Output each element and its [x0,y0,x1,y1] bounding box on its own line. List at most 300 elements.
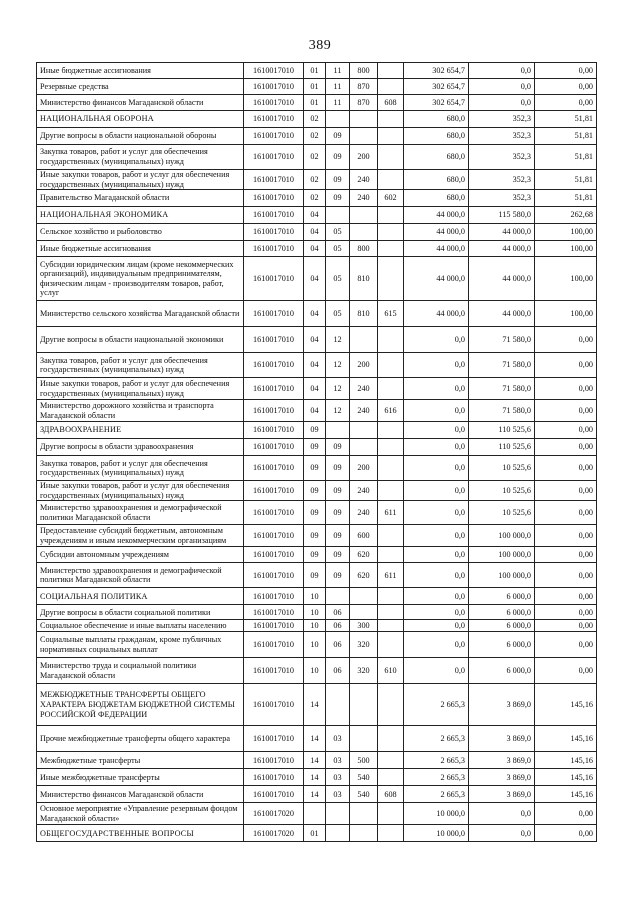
rz-cell: 02 [304,111,326,128]
grbs-cell [378,111,404,128]
vr-cell: 200 [350,353,378,378]
percent-cell: 145,16 [535,726,597,752]
table-row [37,128,597,145]
grbs-cell [378,128,404,145]
csr-cell: 1610017010 [244,353,304,378]
rz-cell: 09 [304,501,326,525]
planned-amount-cell: 2 665,3 [404,769,469,786]
row-name-cell: Другие вопросы в области национальной обороны [37,128,244,145]
actual-amount-cell: 115 580,0 [469,207,535,224]
table-row [37,224,597,241]
rz-cell: 04 [304,353,326,378]
actual-amount-cell: 6 000,0 [469,588,535,605]
table-row [37,353,597,378]
percent-cell: 0,00 [535,547,597,563]
row-name-cell: НАЦИОНАЛЬНАЯ ЭКОНОМИКА [37,207,244,224]
planned-amount-cell: 0,0 [404,588,469,605]
csr-cell: 1610017010 [244,605,304,620]
rz-cell: 09 [304,525,326,547]
actual-amount-cell: 44 000,0 [469,224,535,241]
rz-cell: 02 [304,145,326,170]
table-row [37,63,597,79]
csr-cell: 1610017010 [244,726,304,752]
row-name-cell: Правительство Магаданской области [37,190,244,207]
planned-amount-cell: 0,0 [404,620,469,632]
prz-cell: 09 [326,525,350,547]
csr-cell: 1610017010 [244,241,304,257]
row-name-cell: Субсидии автономным учреждениям [37,547,244,563]
grbs-cell [378,525,404,547]
prz-cell: 09 [326,456,350,481]
table-row [37,241,597,257]
actual-amount-cell: 6 000,0 [469,620,535,632]
prz-cell [326,111,350,128]
vr-cell [350,207,378,224]
percent-cell: 0,00 [535,95,597,111]
percent-cell: 145,16 [535,786,597,803]
rz-cell: 14 [304,786,326,803]
rz-cell: 10 [304,620,326,632]
planned-amount-cell: 44 000,0 [404,241,469,257]
csr-cell: 1610017010 [244,128,304,145]
percent-cell: 0,00 [535,378,597,400]
prz-cell [326,803,350,825]
csr-cell: 1610017010 [244,456,304,481]
row-name-cell: Иные закупки товаров, работ и услуг для обеспечения государственных (муниципальных) нужд [37,378,244,400]
actual-amount-cell: 100 000,0 [469,547,535,563]
rz-cell: 10 [304,658,326,684]
actual-amount-cell: 71 580,0 [469,378,535,400]
vr-cell: 800 [350,241,378,257]
row-name-cell: Министерство здравоохранения и демографической политики Магаданской области [37,563,244,588]
vr-cell: 540 [350,786,378,803]
table-row [37,257,597,301]
prz-cell [326,684,350,726]
grbs-cell [378,456,404,481]
actual-amount-cell: 10 525,6 [469,456,535,481]
csr-cell: 1610017010 [244,95,304,111]
row-name-cell: ОБЩЕГОСУДАРСТВЕННЫЕ ВОПРОСЫ [37,825,244,842]
rz-cell: 14 [304,684,326,726]
prz-cell: 09 [326,145,350,170]
actual-amount-cell: 6 000,0 [469,658,535,684]
grbs-cell [378,752,404,769]
rz-cell: 04 [304,207,326,224]
planned-amount-cell: 44 000,0 [404,301,469,327]
rz-cell [304,803,326,825]
vr-cell: 620 [350,563,378,588]
vr-cell [350,605,378,620]
planned-amount-cell: 0,0 [404,378,469,400]
csr-cell: 1610017010 [244,439,304,456]
csr-cell: 1610017010 [244,224,304,241]
vr-cell: 810 [350,257,378,301]
rz-cell: 09 [304,563,326,588]
table-row [37,726,597,752]
grbs-cell [378,726,404,752]
budget-table [36,62,597,842]
vr-cell: 500 [350,752,378,769]
grbs-cell [378,620,404,632]
rz-cell: 02 [304,128,326,145]
rz-cell: 10 [304,632,326,658]
csr-cell: 1610017010 [244,752,304,769]
percent-cell: 0,00 [535,658,597,684]
grbs-cell [378,825,404,842]
vr-cell: 240 [350,378,378,400]
grbs-cell [378,241,404,257]
row-name-cell: СОЦИАЛЬНАЯ ПОЛИТИКА [37,588,244,605]
grbs-cell [378,63,404,79]
vr-cell: 320 [350,658,378,684]
prz-cell: 06 [326,605,350,620]
table-row [37,658,597,684]
planned-amount-cell: 10 000,0 [404,803,469,825]
planned-amount-cell: 0,0 [404,547,469,563]
percent-cell: 0,00 [535,803,597,825]
csr-cell: 1610017010 [244,170,304,190]
planned-amount-cell: 302 654,7 [404,63,469,79]
actual-amount-cell: 3 869,0 [469,769,535,786]
csr-cell: 1610017010 [244,547,304,563]
row-name-cell: Министерство сельского хозяйства Магаданской области [37,301,244,327]
csr-cell: 1610017010 [244,111,304,128]
planned-amount-cell: 0,0 [404,456,469,481]
prz-cell: 09 [326,170,350,190]
prz-cell: 09 [326,439,350,456]
grbs-cell [378,684,404,726]
table-row [37,605,597,620]
rz-cell: 14 [304,769,326,786]
rz-cell: 09 [304,422,326,439]
actual-amount-cell: 6 000,0 [469,605,535,620]
planned-amount-cell: 2 665,3 [404,752,469,769]
percent-cell: 262,68 [535,207,597,224]
table-row [37,786,597,803]
grbs-cell: 616 [378,400,404,422]
actual-amount-cell: 0,0 [469,63,535,79]
planned-amount-cell: 680,0 [404,128,469,145]
planned-amount-cell: 0,0 [404,525,469,547]
percent-cell: 100,00 [535,224,597,241]
vr-cell [350,128,378,145]
vr-cell: 600 [350,525,378,547]
table-row [37,803,597,825]
vr-cell: 870 [350,79,378,95]
vr-cell [350,422,378,439]
percent-cell: 145,16 [535,684,597,726]
table-row [37,825,597,842]
csr-cell: 1610017020 [244,803,304,825]
percent-cell: 0,00 [535,825,597,842]
grbs-cell [378,769,404,786]
csr-cell: 1610017010 [244,79,304,95]
vr-cell: 200 [350,145,378,170]
row-name-cell: Межбюджетные трансферты [37,752,244,769]
prz-cell: 09 [326,501,350,525]
rz-cell: 04 [304,378,326,400]
row-name-cell: Закупка товаров, работ и услуг для обеспечения государственных (муниципальных) нужд [37,456,244,481]
csr-cell: 1610017010 [244,190,304,207]
actual-amount-cell: 3 869,0 [469,786,535,803]
vr-cell: 540 [350,769,378,786]
rz-cell: 09 [304,547,326,563]
percent-cell: 0,00 [535,563,597,588]
prz-cell: 12 [326,353,350,378]
prz-cell: 06 [326,620,350,632]
planned-amount-cell: 0,0 [404,422,469,439]
grbs-cell [378,632,404,658]
vr-cell: 240 [350,400,378,422]
grbs-cell [378,79,404,95]
prz-cell: 03 [326,752,350,769]
grbs-cell: 615 [378,301,404,327]
prz-cell: 09 [326,563,350,588]
planned-amount-cell: 0,0 [404,501,469,525]
percent-cell: 0,00 [535,501,597,525]
actual-amount-cell: 110 525,6 [469,439,535,456]
percent-cell: 0,00 [535,63,597,79]
planned-amount-cell: 44 000,0 [404,207,469,224]
prz-cell: 11 [326,63,350,79]
vr-cell: 240 [350,501,378,525]
percent-cell: 51,81 [535,145,597,170]
actual-amount-cell: 71 580,0 [469,327,535,353]
csr-cell: 1610017020 [244,825,304,842]
row-name-cell: МЕЖБЮДЖЕТНЫЕ ТРАНСФЕРТЫ ОБЩЕГО ХАРАКТЕРА БЮДЖЕТАМ БЮДЖЕТНОЙ СИСТЕМЫ РОССИЙСКОЙ ФЕДЕРАЦИИ [37,684,244,726]
actual-amount-cell: 0,0 [469,825,535,842]
csr-cell: 1610017010 [244,481,304,501]
csr-cell: 1610017010 [244,620,304,632]
percent-cell: 51,81 [535,170,597,190]
row-name-cell: Иные бюджетные ассигнования [37,241,244,257]
actual-amount-cell: 10 525,6 [469,481,535,501]
prz-cell: 06 [326,632,350,658]
percent-cell: 0,00 [535,422,597,439]
vr-cell: 200 [350,456,378,481]
percent-cell: 100,00 [535,301,597,327]
vr-cell: 620 [350,547,378,563]
csr-cell: 1610017010 [244,422,304,439]
csr-cell: 1610017010 [244,684,304,726]
actual-amount-cell: 0,0 [469,95,535,111]
vr-cell: 240 [350,190,378,207]
prz-cell: 11 [326,95,350,111]
percent-cell: 0,00 [535,327,597,353]
grbs-cell [378,207,404,224]
table-row [37,207,597,224]
csr-cell: 1610017010 [244,63,304,79]
csr-cell: 1610017010 [244,145,304,170]
rz-cell: 04 [304,241,326,257]
percent-cell: 51,81 [535,128,597,145]
prz-cell: 09 [326,547,350,563]
planned-amount-cell: 2 665,3 [404,726,469,752]
actual-amount-cell: 100 000,0 [469,563,535,588]
prz-cell: 09 [326,128,350,145]
percent-cell: 0,00 [535,456,597,481]
csr-cell: 1610017010 [244,658,304,684]
grbs-cell: 610 [378,658,404,684]
vr-cell: 240 [350,481,378,501]
vr-cell [350,726,378,752]
actual-amount-cell: 44 000,0 [469,241,535,257]
vr-cell [350,803,378,825]
rz-cell: 04 [304,301,326,327]
grbs-cell [378,170,404,190]
prz-cell: 05 [326,241,350,257]
row-name-cell: Министерство финансов Магаданской области [37,786,244,803]
row-name-cell: Другие вопросы в области социальной политики [37,605,244,620]
percent-cell: 0,00 [535,588,597,605]
actual-amount-cell: 44 000,0 [469,257,535,301]
percent-cell: 100,00 [535,257,597,301]
prz-cell: 05 [326,301,350,327]
page-number: 389 [308,38,332,53]
row-name-cell: Другие вопросы в области здравоохранения [37,439,244,456]
row-name-cell: Министерство финансов Магаданской области [37,95,244,111]
grbs-cell [378,224,404,241]
row-name-cell: Иные межбюджетные трансферты [37,769,244,786]
planned-amount-cell: 0,0 [404,327,469,353]
vr-cell [350,327,378,353]
rz-cell: 04 [304,400,326,422]
table-row [37,547,597,563]
vr-cell [350,439,378,456]
rz-cell: 01 [304,79,326,95]
csr-cell: 1610017010 [244,207,304,224]
vr-cell [350,224,378,241]
planned-amount-cell: 680,0 [404,111,469,128]
rz-cell: 10 [304,588,326,605]
planned-amount-cell: 0,0 [404,658,469,684]
row-name-cell: Социальное обеспечение и иные выплаты населению [37,620,244,632]
table-row [37,170,597,190]
rz-cell: 04 [304,257,326,301]
table-row [37,378,597,400]
csr-cell: 1610017010 [244,525,304,547]
rz-cell: 01 [304,95,326,111]
planned-amount-cell: 0,0 [404,563,469,588]
rz-cell: 02 [304,190,326,207]
percent-cell: 0,00 [535,620,597,632]
csr-cell: 1610017010 [244,769,304,786]
row-name-cell: Иные бюджетные ассигнования [37,63,244,79]
row-name-cell: Субсидии юридическим лицам (кроме некоммерческих организаций), индивидуальным предпринимателям, физическим лицам - производителям товаров, работ, услуг [37,257,244,301]
planned-amount-cell: 0,0 [404,353,469,378]
table-row [37,684,597,726]
percent-cell: 0,00 [535,481,597,501]
percent-cell: 51,81 [535,190,597,207]
rz-cell: 04 [304,327,326,353]
row-name-cell: Иные закупки товаров, работ и услуг для обеспечения государственных (муниципальных) нужд [37,170,244,190]
percent-cell: 0,00 [535,79,597,95]
percent-cell: 51,81 [535,111,597,128]
prz-cell [326,422,350,439]
actual-amount-cell: 110 525,6 [469,422,535,439]
row-name-cell: Другие вопросы в области национальной экономики [37,327,244,353]
grbs-cell: 602 [378,190,404,207]
table-row [37,752,597,769]
actual-amount-cell: 0,0 [469,79,535,95]
actual-amount-cell: 0,0 [469,803,535,825]
actual-amount-cell: 352,3 [469,170,535,190]
table-row [37,481,597,501]
grbs-cell [378,588,404,605]
table-row [37,525,597,547]
planned-amount-cell: 0,0 [404,400,469,422]
grbs-cell [378,605,404,620]
row-name-cell: Министерство здравоохранения и демографической политики Магаданской области [37,501,244,525]
percent-cell: 0,00 [535,525,597,547]
grbs-cell [378,803,404,825]
table-row [37,632,597,658]
planned-amount-cell: 0,0 [404,632,469,658]
prz-cell: 03 [326,726,350,752]
grbs-cell [378,257,404,301]
grbs-cell [378,145,404,170]
percent-cell: 0,00 [535,400,597,422]
planned-amount-cell: 0,0 [404,481,469,501]
csr-cell: 1610017010 [244,563,304,588]
prz-cell: 12 [326,378,350,400]
row-name-cell: Основное мероприятие «Управление резервным фондом Магаданской области» [37,803,244,825]
vr-cell: 300 [350,620,378,632]
planned-amount-cell: 0,0 [404,605,469,620]
percent-cell: 100,00 [535,241,597,257]
rz-cell: 01 [304,63,326,79]
actual-amount-cell: 100 000,0 [469,525,535,547]
csr-cell: 1610017010 [244,257,304,301]
row-name-cell: НАЦИОНАЛЬНАЯ ОБОРОНА [37,111,244,128]
table-row [37,327,597,353]
csr-cell: 1610017010 [244,400,304,422]
grbs-cell [378,353,404,378]
planned-amount-cell: 302 654,7 [404,95,469,111]
vr-cell: 320 [350,632,378,658]
planned-amount-cell: 680,0 [404,145,469,170]
csr-cell: 1610017010 [244,632,304,658]
row-name-cell: Прочие межбюджетные трансферты общего характера [37,726,244,752]
rz-cell: 02 [304,170,326,190]
planned-amount-cell: 2 665,3 [404,786,469,803]
csr-cell: 1610017010 [244,501,304,525]
table-row [37,79,597,95]
table-row [37,439,597,456]
rz-cell: 09 [304,456,326,481]
prz-cell: 05 [326,257,350,301]
rz-cell: 14 [304,726,326,752]
grbs-cell: 608 [378,95,404,111]
actual-amount-cell: 71 580,0 [469,353,535,378]
row-name-cell: Министерство труда и социальной политики Магаданской области [37,658,244,684]
table-row [37,111,597,128]
vr-cell [350,111,378,128]
csr-cell: 1610017010 [244,378,304,400]
table-row [37,501,597,525]
prz-cell: 06 [326,658,350,684]
prz-cell: 03 [326,769,350,786]
table-row [37,190,597,207]
table-row [37,301,597,327]
row-name-cell: Предоставление субсидий бюджетным, автономным учреждениям и иным некоммерческим организациям [37,525,244,547]
actual-amount-cell: 3 869,0 [469,684,535,726]
planned-amount-cell: 680,0 [404,190,469,207]
vr-cell [350,825,378,842]
planned-amount-cell: 302 654,7 [404,79,469,95]
prz-cell: 12 [326,327,350,353]
percent-cell: 0,00 [535,353,597,378]
